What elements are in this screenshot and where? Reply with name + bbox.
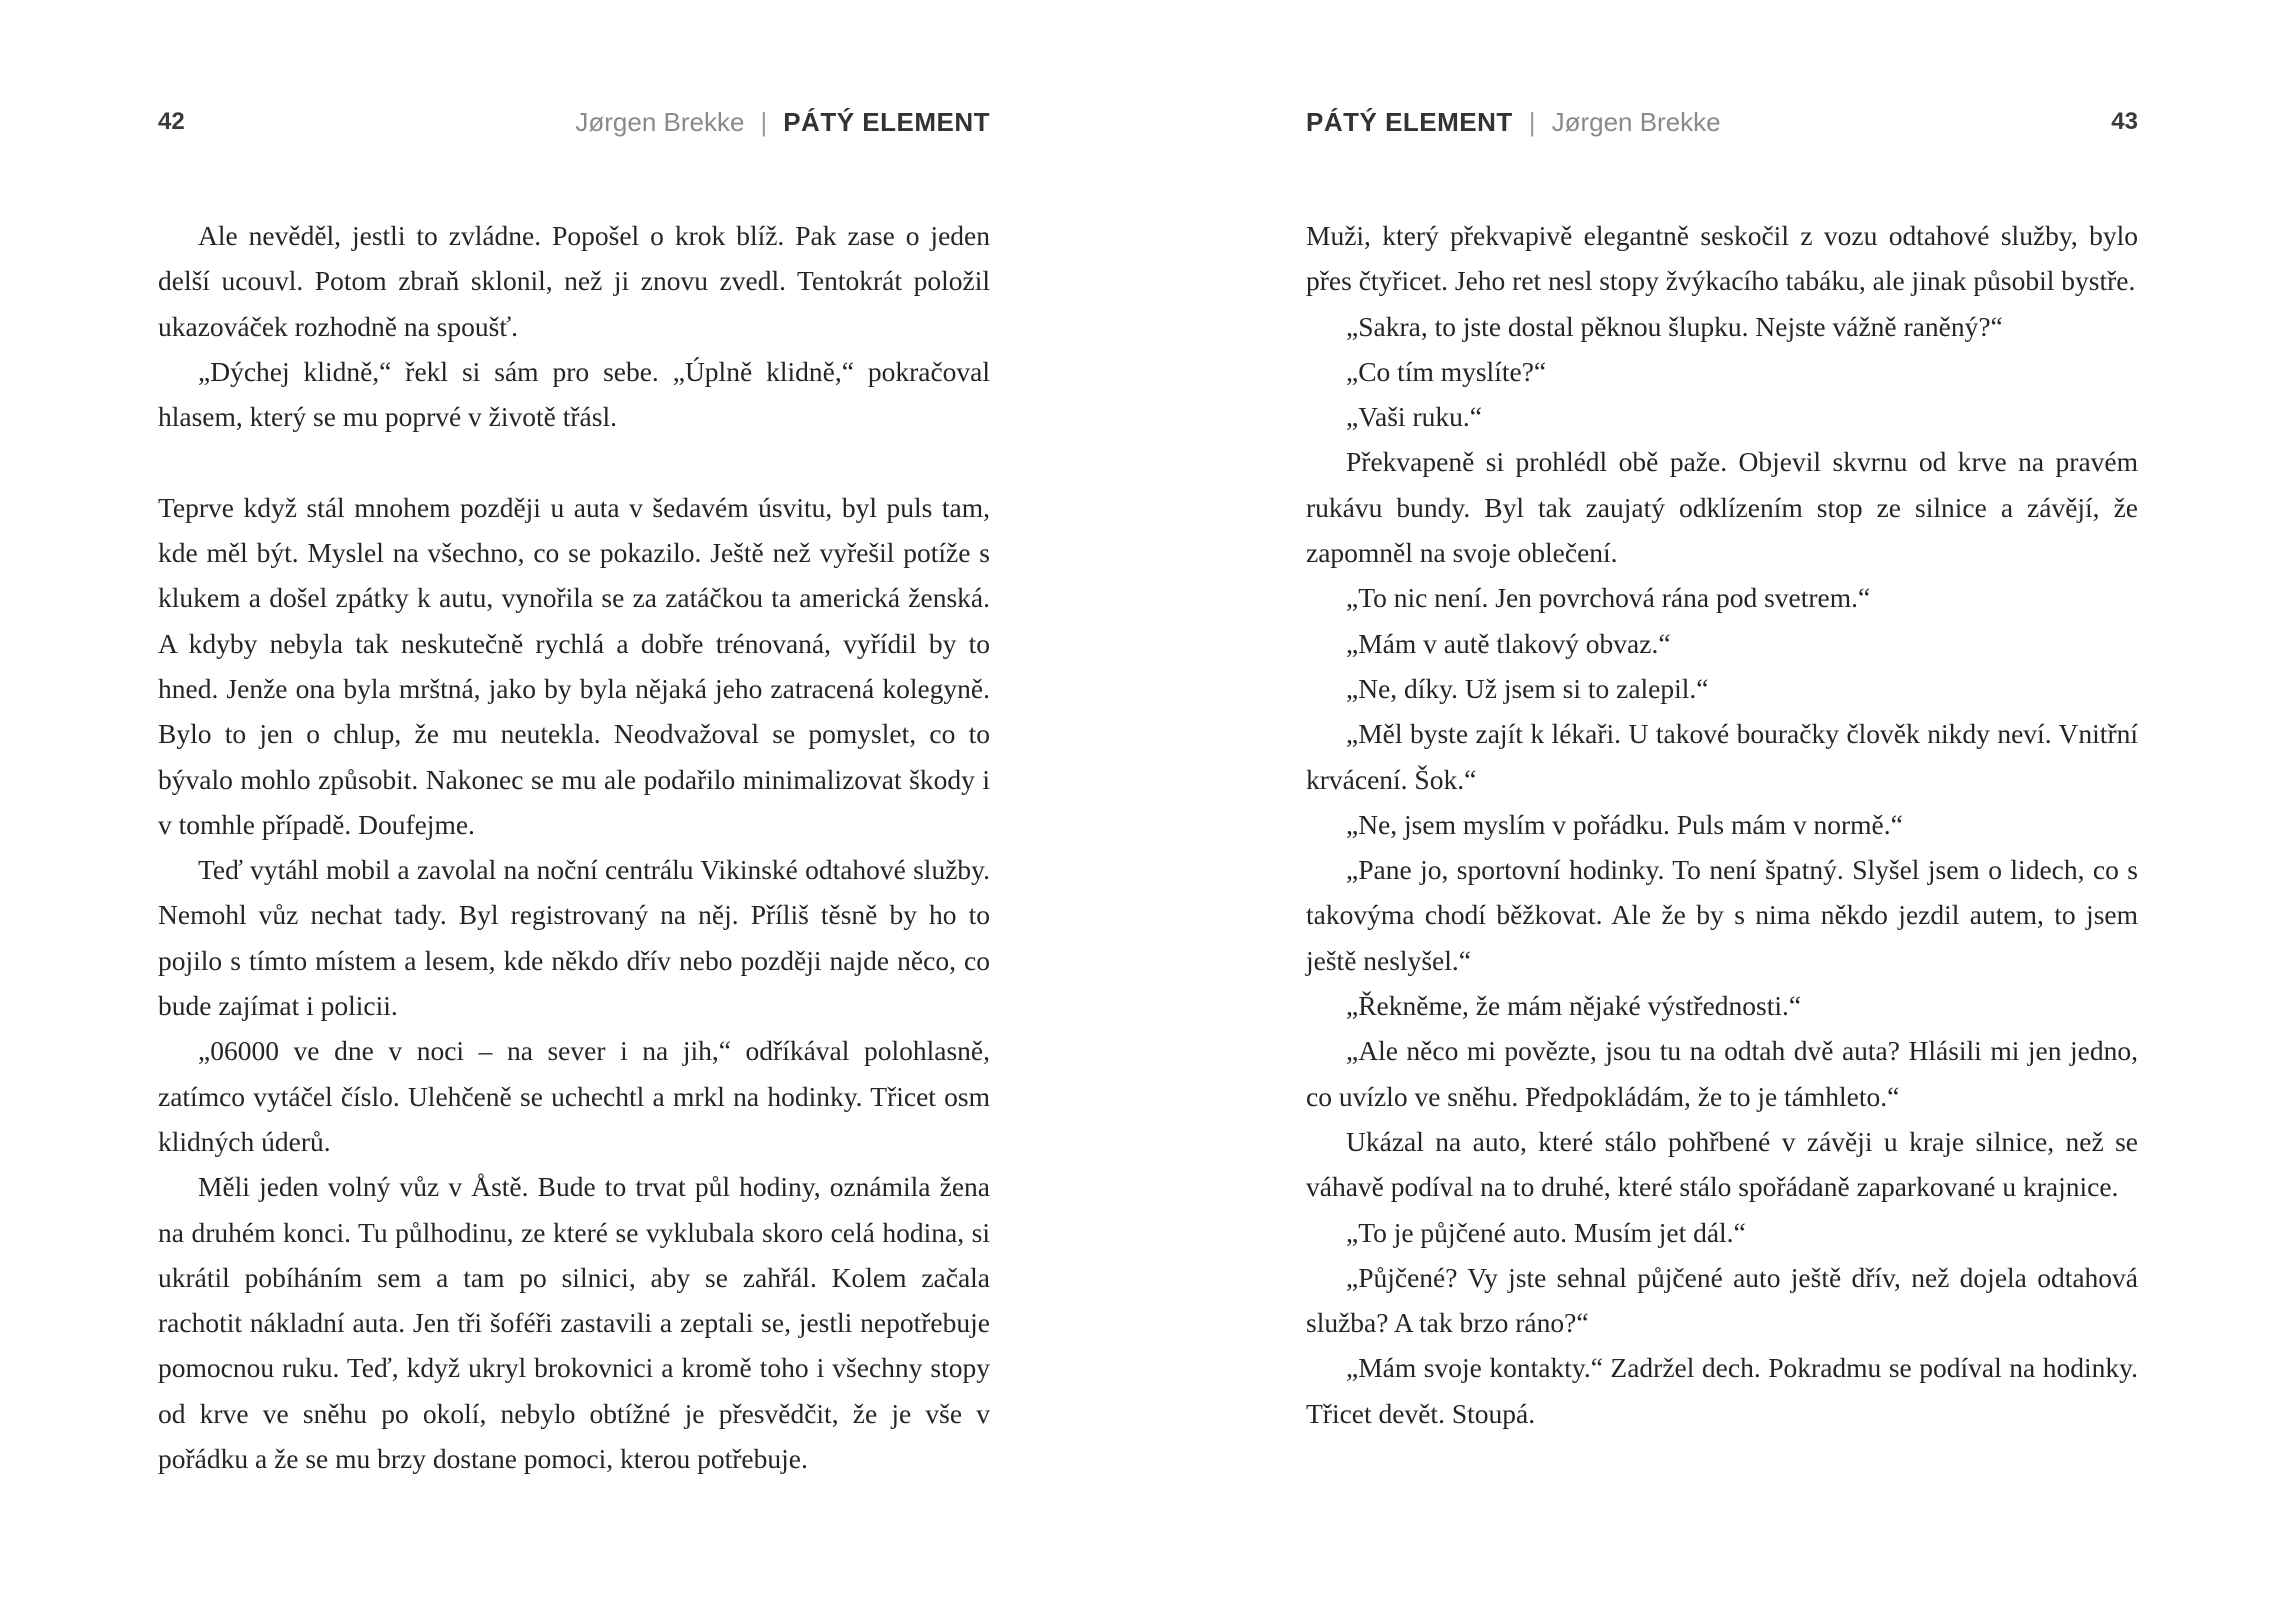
paragraph: Měli jeden volný vůz v Åstě. Bude to trvat půl hodiny, oznámila žena na druhém konci. Tu půlhodinu, ze které se vyklubala skoro celá hodina, si ukrátil pobíháním sem a tam po silnici, aby se zahřál. Kolem začala rachotit nákladní auta. Jen tři šoféři zastavili a zeptali se, jestli nepotřebuje pomocnou ruku. Teď, když ukryl brokovnici a kromě toho i všechny stopy od krve ve sněhu po okolí, nebylo obtížné je přesvědčit, že je vše v pořádku a že se mu brzy dostane pomoci, kterou potřebuje. xyxy=(158,1171,990,1475)
paragraph: „Dýchej klidně,“ řekl si sám pro sebe. „Úplně klidně,“ pokračoval hlasem, který se mu poprvé v životě třásl. xyxy=(158,355,990,433)
paragraph: „Ne, díky. Už jsem si to zalepil.“ xyxy=(1346,672,1709,704)
header-author: Jørgen Brekke xyxy=(575,107,745,137)
running-header xyxy=(1306,102,1721,142)
paragraph: Ale nevěděl, jestli to zvládne. Popošel o krok blíž. Pak zase o jeden delší ucouvl. Potom zbraň sklonil, než ji znovu zvedl. Tentokrát položil ukazováček rozhodně na spoušť. xyxy=(158,220,990,342)
paragraph: „Půjčené? Vy jste sehnal půjčené auto ještě dřív, než dojela odtahová služba? A tak brzo ráno?“ xyxy=(1306,1261,2138,1339)
paragraph: „Ne, jsem myslím v pořádku. Puls mám v normě.“ xyxy=(1346,808,1903,840)
paragraph: „06000 ve dne v noci – na sever i na jih,“ odříkával polohlasně, zatímco vytáčel číslo. Ulehčeně se uchechtl a mrkl na hodinky. Třicet osm klidných úderů. xyxy=(158,1035,990,1157)
paragraph: „To je půjčené auto. Musím jet dál.“ xyxy=(1346,1216,1746,1248)
header-book-title: PÁTÝ ELEMENT xyxy=(783,107,990,137)
paragraph: Překvapeně si prohlédl obě paže. Objevil skvrnu od krve na pravém rukávu bundy. Byl tak zaujatý odklízením stop ze silnice a závějí, že zapomněl na svoje oblečení. xyxy=(1306,446,2138,569)
page-number: 42 xyxy=(158,108,185,135)
paragraph: „Pane jo, sportovní hodinky. To není špatný. Slyšel jsem o lidech, co s takovýma chodí běžkovat. Ale že by s nima někdo jezdil autem, to jsem ještě neslyšel.“ xyxy=(1306,854,2138,976)
right-page-text xyxy=(1306,213,2138,1436)
paragraph: „Sakra, to jste dostal pěknou šlupku. Nejste vážně raněný?“ xyxy=(1346,310,2003,342)
left-page-header xyxy=(158,102,990,142)
page-number: 43 xyxy=(2111,108,2138,135)
paragraph: „Mám svoje kontakty.“ Zadržel dech. Pokradmu se podíval na hodinky. Třicet devět. Stoupá. xyxy=(1306,1352,2138,1429)
header-separator: | xyxy=(760,107,768,137)
header-book-title: PÁTÝ ELEMENT xyxy=(1306,107,1513,137)
right-page-header xyxy=(1306,102,2138,142)
paragraph: Muži, který překvapivě elegantně seskočil z vozu odtahové služby, bylo přes čtyřicet. Jeho ret nesl stopy žvýkacího tabáku, ale jinak působil bystře. xyxy=(1306,220,2138,297)
paragraph: „Měl byste zajít k lékaři. U takové bouračky člověk nikdy neví. Vnitřní krvácení. Šok.“ xyxy=(1306,718,2138,795)
right-page xyxy=(1142,0,2284,1615)
paragraph: „Ale něco mi povězte, jsou tu na odtah dvě auta? Hlásili mi jen jedno, co uvízlo ve sněhu. Předpokládám, že to je támhleto.“ xyxy=(1306,1035,2138,1112)
running-header xyxy=(575,102,990,142)
paragraph: Ukázal na auto, které stálo pohřbené v závěji u kraje silnice, než se váhavě podíval na to druhé, které stálo spořádaně zaparkované u krajnice. xyxy=(1306,1125,2138,1203)
paragraph: Teď vytáhl mobil a zavolal na noční centrálu Vikinské odtahové služby. Nemohl vůz nechat tady. Byl registrovaný na něj. Příliš těsně by ho to pojilo s tímto místem a lesem, kde někdo dřív nebo později najde něco, co bude zajímat i policii. xyxy=(158,854,990,1022)
paragraph: „Vaši ruku.“ xyxy=(1346,401,1482,433)
paragraph: „Co tím myslíte?“ xyxy=(1346,355,1547,387)
paragraph: „Mám v autě tlakový obvaz.“ xyxy=(1346,627,1671,659)
paragraph: „To nic není. Jen povrchová rána pod svetrem.“ xyxy=(1346,582,1871,614)
header-separator: | xyxy=(1528,107,1536,137)
paragraph: „Řekněme, že mám nějaké výstřednosti.“ xyxy=(1346,990,1802,1022)
left-page-text xyxy=(158,213,990,1481)
header-author: Jørgen Brekke xyxy=(1551,107,1721,137)
paragraph: Teprve když stál mnohem později u auta v šedavém úsvitu, byl puls tam, kde měl být. Myslel na všechno, co se pokazilo. Ještě než vyřešil potíže s klukem a došel zpátky k autu, vynořila se za zatáčkou ta americká ženská. A kdyby nebyla tak neskutečně rychlá a dobře trénovaná, vyřídil by to hned. Jenže ona byla mrštná, jako by byla nějaká jeho zatracená kolegyně. Bylo to jen o chlup, že mu neutekla. Neodvažoval se pomyslet, co to bývalo mohlo způsobit. Nakonec se mu ale podařilo minimalizovat škody i v tomhle případě. Doufejme. xyxy=(158,491,990,840)
